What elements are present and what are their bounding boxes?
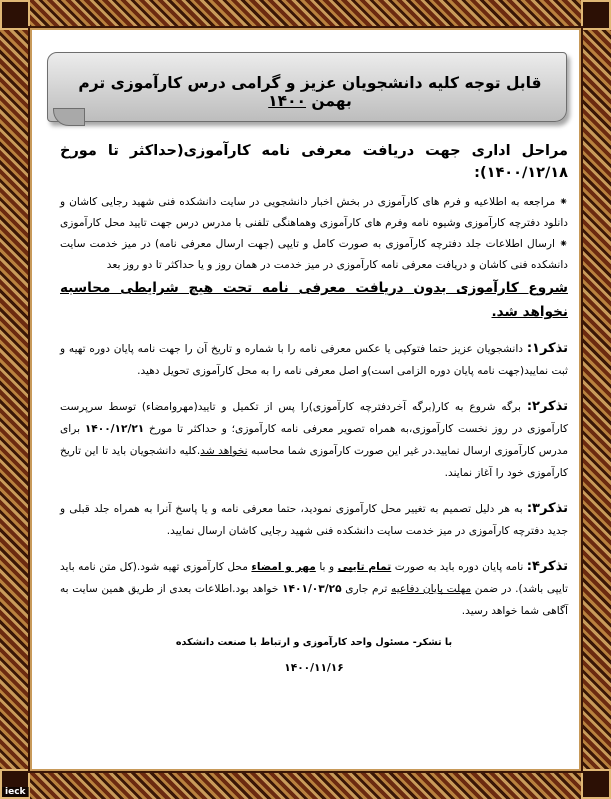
underlined-text: مهلت پایان دفاعیه [391,583,472,595]
note-2 [60,396,568,484]
note-label: تذکر۴: [526,559,568,574]
note-text: و با [315,561,338,573]
corner-ornament [0,0,30,30]
note-4 [60,556,568,622]
note-text: دانشجویان عزیز حتما فتوکپی یا عکس معرفی نامه را با شماره و تاریخ آن را جهت نامه پایان دوره تهیه و ثبت نمایید(جهت نامه پایان دوره الزامی است)و اصل معرفی نامه را به محل کارآموزی تحویل دهید. [60,343,568,377]
note-text: برگه شروع به کار(برگه آخردفترچه کارآموزی)را پس از تکمیل و تایید(مهروامضاء) توسط سرپرست کارآموزی در روز نخست کارآموزی،به همراه تصویر معرفی نامه کارآموزی؛ و حداکثر تا مورخ [60,401,568,435]
note-text: نامه پایان دوره باید به صورت [391,561,527,573]
announcement-body [60,140,568,674]
bullet-text: ⁕ مراجعه به اطلاعیه و فرم های کارآموزی در بخش اخبار دانشجویی در سایت دانشکده فنی شهید رجایی کاشان و دانلود دفترچه کارآموزی وشیوه نامه وفرم های کارآموزی وهماهنگی تلفنی با مدرس درس جهت تایید محل کارآموزی [60,196,568,229]
watermark: ieck [2,787,29,797]
note-label: تذکر۲: [526,399,568,414]
signature-line: با تشکر- مسئول واحد کارآموزی و ارتباط با صنعت دانشکده [175,637,453,648]
steps-heading: مراحل اداری جهت دریافت معرفی نامه کارآموزی(حداکثر تا مورخ ۱۴۰۰/۱۲/۱۸): [60,143,568,181]
title-year: ۱۴۰۰ [268,92,307,110]
bold-text: مهر و امضاء [251,561,316,573]
note-text: ترم جاری [341,583,392,595]
bullet-text: ⁕ ارسال اطلاعات جلد دفترچه کارآموزی به صورت کامل و تایپی (جهت ارسال معرفی نامه) در میز خدمت سایت دانشکده فنی کاشان و دریافت معرفی نامه کارآموزی در میز خدمت در همان روز و یا حداکثر تا دو روز بعد [60,238,568,271]
note-3 [60,498,568,542]
note-1 [60,338,568,382]
corner-ornament [581,769,611,799]
bullet-item [60,192,568,276]
note-text: برای مدرس کارآموزی ارسال نمایید.در غیر این صورت کارآموزی شما محاسبه [60,423,568,457]
title-main: قابل توجه کلیه دانشجویان عزیز و گرامی درس کارآموزی ترم بهمن [78,74,542,110]
note-text: خواهد بود.اطلاعات بعدی از طریق همین سایت به آگاهی شما خواهد رسید. [60,583,568,617]
deadline-date: ۱۴۰۱/۰۳/۲۵ [282,583,342,595]
bold-text: تمام تایپی [337,561,392,573]
announcement-title [60,74,560,110]
corner-ornament [581,0,611,30]
issue-date: ۱۴۰۰/۱۱/۱۶ [284,662,344,674]
note-label: تذکر۳: [526,501,568,516]
underlined-text: نخواهد شد [200,445,248,457]
note-text: به هر دلیل تصمیم به تغییر محل کارآموزی نمودید، حتما معرفی نامه و یا پاسخ آنرا به همراه جلد قبلی و جدید دفترچه کارآموزی در میز خدمت سایت دانشکده فنی شهید رجایی کاشان ارسال نمایید. [60,503,568,537]
note-text: .کلیه دانشجویان باید تا این تاریخ کارآموزی خود را آغاز نمایند. [60,445,568,479]
note-label: تذکر۱: [526,341,568,356]
note-text: محل کارآموزی تهیه شود.(کل متن نامه باید تایپی باشد). در ضمن [60,561,568,595]
deadline-date: ۱۴۰۰/۱۲/۲۱ [84,423,145,435]
warning-line: شروع کارآموزی بدون دریافت معرفی نامه تحت هیچ شرایطی محاسبه نخواهد شد. [60,280,568,320]
